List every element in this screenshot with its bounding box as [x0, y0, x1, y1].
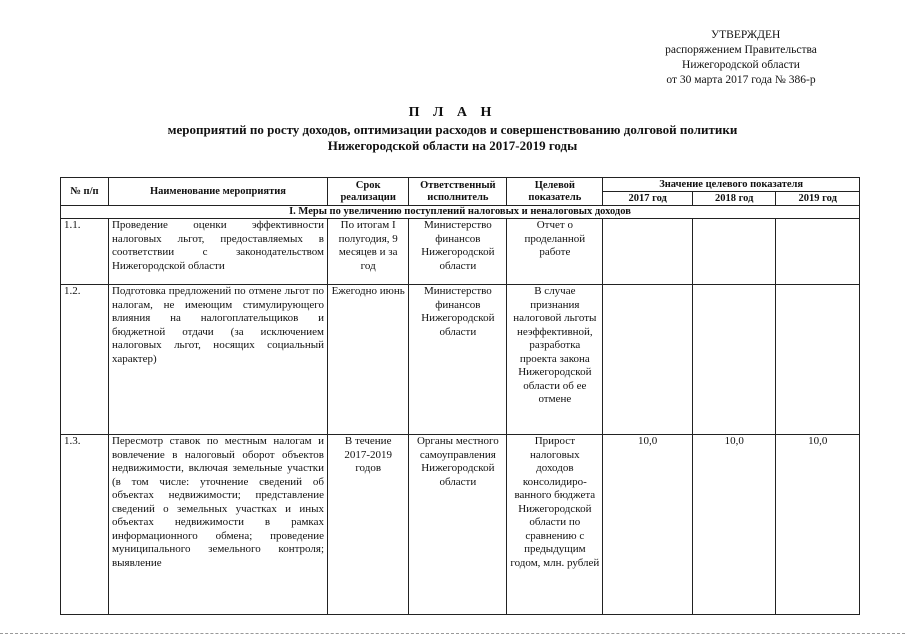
approval-line-2: распоряжением Правительства	[665, 44, 817, 56]
row-value-2018	[693, 285, 776, 435]
document-title	[0, 104, 905, 154]
header-resp-line-2: исполнитель	[427, 191, 489, 203]
header-target-line-1: Целевой	[534, 179, 575, 191]
row-target: Прирост налоговых доходов консолидиро-ванного бюджета Нижегородской области по сравнению с предыдущим годом, млн. рублей	[507, 435, 603, 615]
header-2019: 2019 год	[776, 192, 860, 206]
header-term	[328, 178, 409, 206]
section-row	[61, 206, 860, 219]
row-value-2018: 10,0	[693, 435, 776, 615]
row-value-2018	[693, 219, 776, 285]
row-responsible: Министерство финансов Нижегородской области	[409, 219, 507, 285]
approval-line-3: Нижегородской области	[682, 59, 800, 71]
header-2017: 2017 год	[603, 192, 693, 206]
header-resp-line-1: Ответственный	[420, 179, 496, 191]
row-responsible: Министерство финансов Нижегородской области	[409, 285, 507, 435]
row-num: 1.1.	[61, 219, 109, 285]
row-term: Ежегодно июнь	[328, 285, 409, 435]
row-term: По итогам I полугодия, 9 месяцев и за год	[328, 219, 409, 285]
page-edge-divider	[0, 633, 905, 635]
header-term-line-2: реализации	[340, 191, 396, 203]
plan-table	[60, 177, 860, 615]
row-name: Пересмотр ставок по местным налогам и вовлечение в налоговый оборот объектов недвижимости, включая земельные участки (в том числе: уточнение сведений об объектах недвижимости; представление сведений о земельных участках и иных объектах недвижимости в рамках информационного обмена; проведение муниципального земельного контроля; выявление	[108, 435, 327, 615]
table-row	[61, 435, 860, 615]
row-target: В случае признания налоговой льготы неэффективной, разработка проекта закона Нижегородской области об ее отмене	[507, 285, 603, 435]
approval-line-4: от 30 марта 2017 года № 386-р	[666, 74, 816, 86]
row-value-2017: 10,0	[603, 435, 693, 615]
row-term: В течение 2017-2019 годов	[328, 435, 409, 615]
row-num: 1.2.	[61, 285, 109, 435]
row-target: Отчет о проделанной работе	[507, 219, 603, 285]
row-name: Проведение оценки эффективности налоговых льгот, предоставляемых в соответствии с законодательством Нижегородской области	[108, 219, 327, 285]
section-title: I. Меры по увеличению поступлений налоговых и неналоговых доходов	[61, 206, 860, 219]
title-heading: П Л А Н	[408, 105, 497, 120]
header-value-group: Значение целевого показателя	[603, 178, 860, 192]
row-value-2017	[603, 285, 693, 435]
header-responsible	[409, 178, 507, 206]
row-value-2019: 10,0	[776, 435, 860, 615]
row-responsible: Органы местного самоуправления Нижегородской области	[409, 435, 507, 615]
header-term-line-1: Срок	[355, 179, 381, 191]
header-target	[507, 178, 603, 206]
approval-line-1: УТВЕРЖДЕН	[711, 29, 781, 41]
header-target-line-2: показатель	[528, 191, 582, 203]
header-name: Наименование мероприятия	[108, 178, 327, 206]
row-name: Подготовка предложений по отмене льгот по налогам, не имеющим стимулирующего влияния на налогоплательщиков и бюджетной отдачи (за исключением налоговых льгот, носящих социальный характер)	[108, 285, 327, 435]
title-line-2: Нижегородской области на 2017-2019 годы	[327, 138, 578, 153]
header-2018: 2018 год	[693, 192, 776, 206]
header-num: № п/п	[61, 178, 109, 206]
table-row	[61, 219, 860, 285]
row-value-2017	[603, 219, 693, 285]
row-num: 1.3.	[61, 435, 109, 615]
title-line-1: мероприятий по росту доходов, оптимизации расходов и совершенствованию долговой политики	[167, 122, 738, 137]
approval-stamp	[621, 28, 861, 88]
row-value-2019	[776, 285, 860, 435]
table-row	[61, 285, 860, 435]
row-value-2019	[776, 219, 860, 285]
